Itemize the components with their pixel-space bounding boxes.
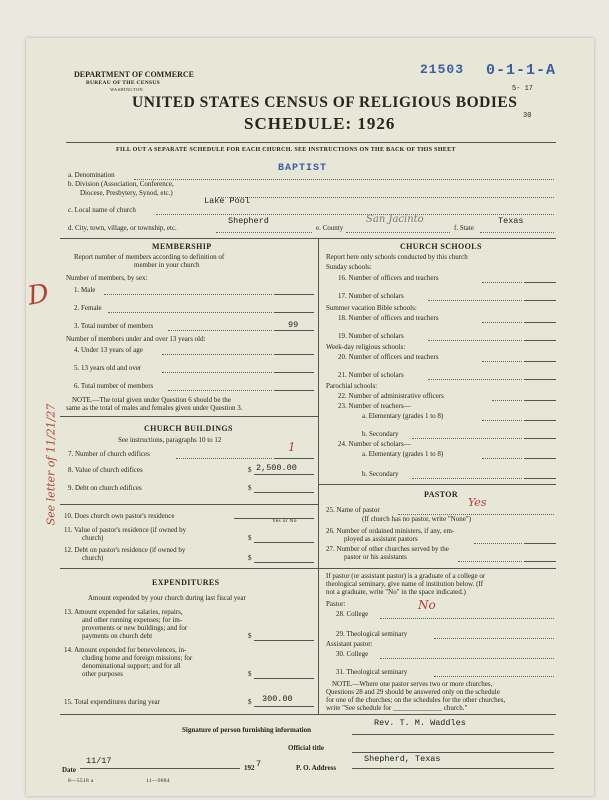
denomination-line bbox=[134, 179, 554, 180]
q9-dollar: $ bbox=[248, 484, 252, 492]
q10-label: 10. Does church own pastor's residence bbox=[64, 512, 175, 520]
q23b-dots bbox=[412, 438, 522, 439]
q14-label-2: cluding home and foreign missions; for bbox=[82, 654, 193, 662]
q8-dollar: $ bbox=[248, 466, 252, 474]
expenditures-sub: Amount expended by your church during last fiscal year bbox=[88, 594, 246, 602]
po-address-label: P. O. Address bbox=[296, 764, 337, 772]
pastor-note-3: for one of the churches; on the schedules for the other churches, bbox=[326, 696, 506, 704]
stamp-number: 21503 bbox=[420, 62, 465, 77]
q24a-field[interactable] bbox=[524, 458, 556, 459]
church-name-label: c. Local name of church bbox=[68, 206, 136, 214]
q22-label: 22. Number of administrative officers bbox=[338, 392, 444, 400]
q31-field[interactable] bbox=[434, 676, 554, 677]
form-code-2: 11—9084 bbox=[146, 778, 170, 784]
official-title-field[interactable] bbox=[352, 752, 554, 753]
q23-label: 23. Number of teachers— bbox=[338, 402, 411, 410]
q28-value: No bbox=[418, 598, 436, 612]
q19-field[interactable] bbox=[524, 340, 556, 341]
q13-label-2: and other running expenses; for im- bbox=[82, 616, 183, 624]
q29-field[interactable] bbox=[434, 638, 554, 639]
q30-label: 30. College bbox=[336, 650, 369, 658]
q31-label: 31. Theological seminary bbox=[336, 668, 408, 676]
buildings-heading: CHURCH BUILDINGS bbox=[144, 424, 233, 433]
q13-label: 13. Amount expended for salaries, repairs, bbox=[64, 608, 183, 616]
q3-dots bbox=[168, 330, 272, 331]
q13-label-3: provements or new buildings; and for bbox=[82, 624, 188, 632]
q7-dots bbox=[176, 458, 272, 459]
q21-label: 21. Number of scholars bbox=[338, 371, 404, 379]
state-label: f. State bbox=[454, 224, 474, 232]
q5-field[interactable] bbox=[274, 372, 314, 373]
q27-field[interactable] bbox=[524, 561, 556, 562]
q27-label: 27. Number of other churches served by the bbox=[326, 545, 449, 553]
pastor-rule bbox=[318, 484, 556, 485]
q25-note: (If church has no pastor, write "None") bbox=[362, 515, 472, 523]
margin-note: See letter of 11/21/27 bbox=[44, 403, 58, 526]
state-value: Texas bbox=[498, 216, 524, 226]
city-line bbox=[216, 232, 312, 233]
corner-number-1: 5- 17 bbox=[512, 85, 534, 93]
division-label-2: Diocese, Presbytery, Synod, etc.) bbox=[80, 189, 173, 197]
expenditures-rule bbox=[60, 568, 318, 569]
q27-dots bbox=[458, 561, 522, 562]
q12-dollar: $ bbox=[248, 554, 252, 562]
q2-dots bbox=[108, 312, 272, 313]
q19-label: 19. Number of scholars bbox=[338, 332, 404, 340]
membership-intro-1: Report number of members according to definition of bbox=[74, 253, 225, 261]
buildings-mid-rule bbox=[60, 504, 318, 505]
q15-dollar: $ bbox=[248, 698, 252, 706]
q17-label: 17. Number of scholars bbox=[338, 292, 404, 300]
denomination-value: BAPTIST bbox=[278, 163, 328, 174]
form-code: 8—5518 a bbox=[68, 778, 94, 784]
date-label: Date bbox=[62, 766, 76, 774]
po-address-value: Shepherd, Texas bbox=[364, 754, 441, 764]
membership-intro-2: member in your church bbox=[134, 261, 200, 269]
state-line bbox=[480, 232, 554, 233]
q26-label-2: ployed as assistant pastors bbox=[344, 535, 418, 543]
q8-field[interactable] bbox=[254, 474, 314, 475]
city-label: d. City, town, village, or township, etc. bbox=[68, 224, 177, 232]
q3-value: 99 bbox=[288, 320, 299, 330]
q18-field[interactable] bbox=[524, 322, 556, 323]
instruction-line: FILL OUT A SEPARATE SCHEDULE FOR EACH CHURCH. SEE INSTRUCTIONS ON THE BACK OF THIS SHEET bbox=[116, 147, 456, 153]
q11-field[interactable] bbox=[254, 542, 314, 543]
pastor-note-2: Questions 28 and 29 should be answered only on the schedule bbox=[326, 688, 500, 696]
q14-label-3: denominational support; and for all bbox=[82, 662, 181, 670]
q20-label: 20. Number of officers and teachers bbox=[338, 353, 439, 361]
q23a-field[interactable] bbox=[524, 420, 556, 421]
q10-field[interactable] bbox=[234, 518, 314, 519]
q9-field[interactable] bbox=[254, 492, 314, 493]
q5-dots bbox=[162, 372, 272, 373]
q29-label: 29. Theological seminary bbox=[336, 630, 408, 638]
q11-label: 11. Value of pastor's residence (if owned by bbox=[64, 526, 187, 534]
q8-value: 2,500.00 bbox=[256, 463, 297, 473]
date-field[interactable] bbox=[80, 768, 240, 769]
members-by-sex: Number of members, by sex: bbox=[66, 274, 148, 282]
q25-label: 25. Name of pastor bbox=[326, 506, 380, 514]
schedule-title: SCHEDULE: 1926 bbox=[244, 114, 396, 133]
q6-field[interactable] bbox=[274, 390, 314, 391]
section-top-rule bbox=[60, 238, 556, 239]
q11-dollar: $ bbox=[248, 534, 252, 542]
q23b-field[interactable] bbox=[524, 438, 556, 439]
church-name-line bbox=[156, 214, 554, 215]
q7-label: 7. Number of church edifices bbox=[68, 450, 150, 458]
grad-instruction-2: theological seminary, give name of institution below. (If bbox=[326, 580, 484, 588]
q6-label: 6. Total number of members bbox=[74, 382, 154, 390]
q27-label-2: pastor or his assistants bbox=[344, 553, 407, 561]
q22-dots bbox=[492, 400, 522, 401]
q5-label: 5. 13 years old and over bbox=[74, 364, 142, 372]
stamp-code: 0-1-1-A bbox=[486, 62, 557, 79]
q15-label: 15. Total expenditures during year bbox=[64, 698, 160, 706]
census-schedule-page bbox=[26, 38, 594, 796]
division-label: b. Division (Association, Conference, bbox=[68, 180, 174, 188]
q1-dots bbox=[104, 294, 272, 295]
county-line bbox=[346, 232, 450, 233]
review-mark: D bbox=[25, 278, 52, 312]
header-rule bbox=[66, 142, 556, 143]
assistant-sub-label: Assistant pastor: bbox=[326, 640, 373, 648]
q17-field[interactable] bbox=[524, 300, 556, 301]
q14-field[interactable] bbox=[254, 678, 314, 679]
q14-label-4: other purposes bbox=[82, 670, 124, 678]
q18-label: 18. Number of officers and teachers bbox=[338, 314, 439, 322]
q3-field[interactable] bbox=[274, 330, 314, 331]
q24a-dots bbox=[482, 458, 522, 459]
q2-field[interactable] bbox=[274, 312, 314, 313]
membership-note-1: NOTE.—The total given under Question 6 should be the bbox=[72, 396, 231, 404]
q23a-label: a. Elementary (grades 1 to 8) bbox=[362, 412, 444, 420]
city-value: Shepherd bbox=[228, 216, 269, 226]
pastor-sub-label: Pastor: bbox=[326, 600, 346, 608]
q26-dots bbox=[474, 543, 522, 544]
q23b-label: b. Secondary bbox=[362, 430, 399, 438]
summer-schools-label: Summer vacation Bible schools: bbox=[326, 304, 417, 312]
division-line bbox=[218, 197, 554, 198]
grad-rule bbox=[318, 568, 556, 569]
q14-label: 14. Amount expended for benevolences, in- bbox=[64, 646, 187, 654]
q12-label-2: church) bbox=[82, 554, 104, 562]
q13-field[interactable] bbox=[254, 640, 314, 641]
q15-value: 300.00 bbox=[262, 694, 293, 704]
year-prefix: 192 bbox=[244, 764, 255, 772]
q15-field[interactable] bbox=[254, 706, 314, 707]
pastor-heading: PASTOR bbox=[424, 490, 459, 499]
county-scrawl: San Jacinto bbox=[366, 214, 424, 225]
grad-instruction-1: If pastor (or assistant pastor) is a graduate of a college or bbox=[326, 572, 486, 580]
county-label: e. County bbox=[316, 224, 344, 232]
buildings-rule bbox=[60, 416, 318, 417]
q4-field[interactable] bbox=[274, 354, 314, 355]
bureau-city: WASHINGTON bbox=[110, 87, 143, 92]
q24b-dots bbox=[412, 478, 522, 479]
q14-dollar: $ bbox=[248, 670, 252, 678]
q7-field[interactable] bbox=[274, 458, 314, 459]
official-title-label: Official title bbox=[288, 744, 324, 752]
corner-number-2: 30 bbox=[523, 112, 532, 120]
sunday-schools-label: Sunday schools: bbox=[326, 263, 372, 271]
bureau-name: BUREAU OF THE CENSUS bbox=[86, 80, 161, 86]
q20-field[interactable] bbox=[524, 361, 556, 362]
q12-field[interactable] bbox=[254, 562, 314, 563]
q3-label: 3. Total number of members bbox=[74, 322, 154, 330]
q24b-field[interactable] bbox=[524, 478, 556, 479]
q20-dots bbox=[482, 361, 522, 362]
q13-label-4: payments on church debt bbox=[82, 632, 153, 640]
q9-label: 9. Debt on church edifices bbox=[68, 484, 142, 492]
dept-name: DEPARTMENT OF COMMERCE bbox=[74, 70, 195, 79]
buildings-sub: See instructions, paragraphs 10 to 12 bbox=[118, 436, 222, 444]
q23a-dots bbox=[482, 420, 522, 421]
q24b-label: b. Secondary bbox=[362, 470, 399, 478]
q1-field[interactable] bbox=[274, 294, 314, 295]
q30-field[interactable] bbox=[380, 658, 554, 659]
schools-heading: CHURCH SCHOOLS bbox=[400, 242, 482, 251]
q25-value: Yes bbox=[468, 496, 487, 509]
q16-label: 16. Number of officers and teachers bbox=[338, 274, 439, 282]
yes-no-hint: Yes or No bbox=[272, 518, 297, 524]
q21-field[interactable] bbox=[524, 379, 556, 380]
q12-label: 12. Debt on pastor's residence (if owned by bbox=[64, 546, 186, 554]
form-title: UNITED STATES CENSUS OF RELIGIOUS BODIES bbox=[132, 94, 518, 111]
q8-label: 8. Value of church edifices bbox=[68, 466, 143, 474]
expenditures-heading: EXPENDITURES bbox=[152, 578, 220, 587]
q1-label: 1. Male bbox=[74, 286, 96, 294]
q24-label: 24. Number of scholars— bbox=[338, 440, 411, 448]
membership-note-2: same as the total of males and females given under Question 3. bbox=[66, 404, 243, 412]
grad-instruction-3: not a graduate, write "No" in the space indicated.) bbox=[326, 588, 466, 596]
signature-label: Signature of person furnishing information bbox=[182, 726, 311, 734]
date-value: 11/17 bbox=[86, 756, 112, 766]
q17-dots bbox=[428, 300, 522, 301]
q2-label: 2. Female bbox=[74, 304, 102, 312]
q4-label: 4. Under 13 years of age bbox=[74, 346, 143, 354]
weekday-schools-label: Week-day religious schools: bbox=[326, 343, 406, 351]
pastor-note-1: NOTE.—Where one pastor serves two or more churches, bbox=[332, 680, 493, 688]
q26-label: 26. Number of ordained ministers, if any, em- bbox=[326, 527, 455, 535]
pastor-note-4: write "See schedule for ______________ church." bbox=[326, 704, 468, 712]
column-divider bbox=[318, 238, 319, 714]
q26-field[interactable] bbox=[524, 543, 556, 544]
schools-intro: Report here only schools conducted by this church bbox=[326, 253, 468, 261]
q16-dots bbox=[482, 282, 522, 283]
q7-value: 1 bbox=[288, 440, 296, 454]
q4-dots bbox=[162, 354, 272, 355]
q28-field[interactable] bbox=[380, 618, 554, 619]
q19-dots bbox=[428, 340, 522, 341]
po-address-field[interactable] bbox=[352, 768, 554, 769]
signature-rule bbox=[60, 714, 556, 715]
q22-field[interactable] bbox=[524, 400, 556, 401]
denomination-label: a. Denomination bbox=[68, 171, 115, 179]
q11-label-2: church) bbox=[82, 534, 104, 542]
q28-label: 28. College bbox=[336, 610, 369, 618]
q18-dots bbox=[482, 322, 522, 323]
q24a-label: a. Elementary (grades 1 to 8) bbox=[362, 450, 444, 458]
q21-dots bbox=[428, 379, 522, 380]
parochial-schools-label: Parochial schools: bbox=[326, 382, 378, 390]
membership-heading: MEMBERSHIP bbox=[152, 242, 212, 251]
q16-field[interactable] bbox=[524, 282, 556, 283]
signature-field[interactable] bbox=[352, 734, 554, 735]
church-name-value: Lake Pool bbox=[204, 196, 250, 206]
q13-dollar: $ bbox=[248, 632, 252, 640]
q6-dots bbox=[168, 390, 272, 391]
year-value: 7 bbox=[256, 759, 262, 769]
members-by-age: Number of members under and over 13 years old: bbox=[66, 335, 206, 343]
signature-value: Rev. T. M. Waddles bbox=[374, 718, 466, 728]
